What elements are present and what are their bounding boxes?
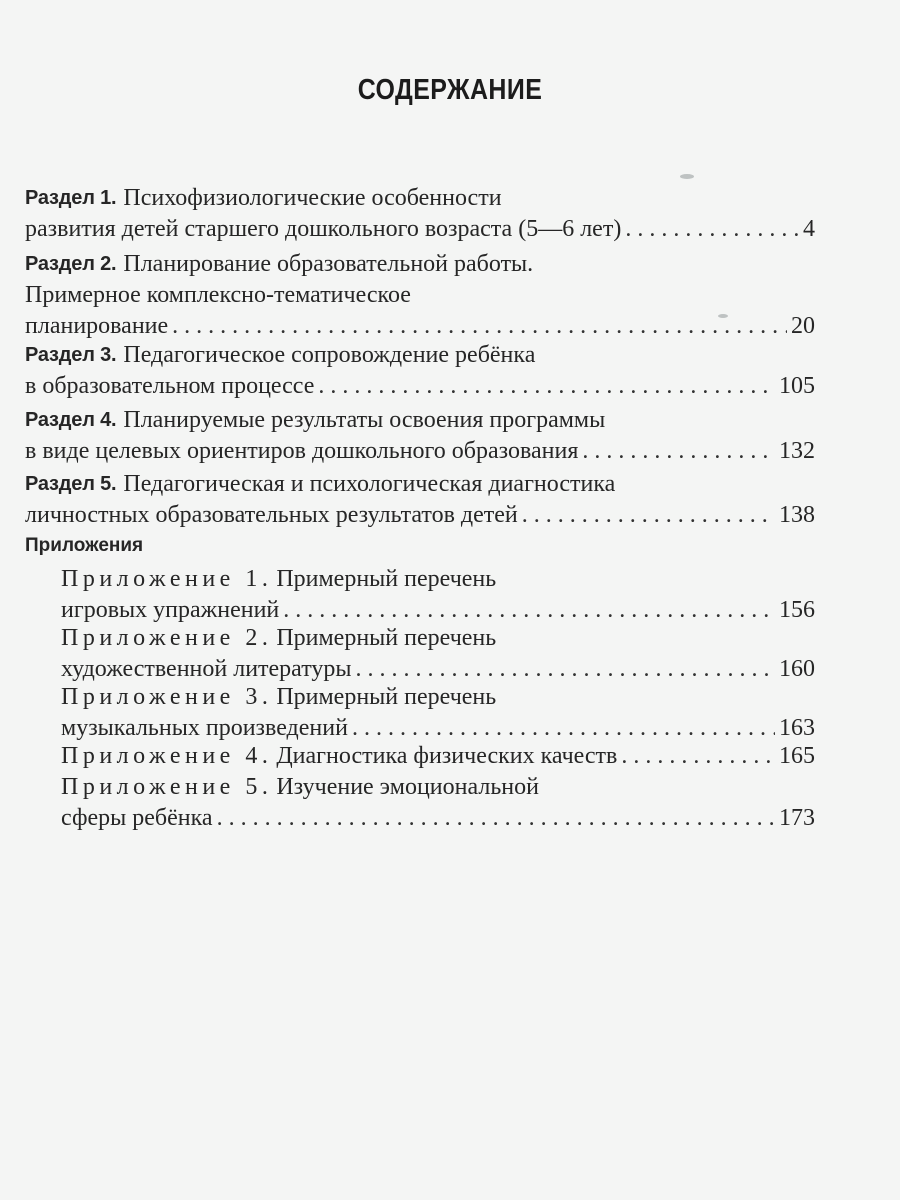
dot-leader xyxy=(318,371,775,402)
toc-entry-section-1 xyxy=(25,183,815,245)
page-number: 105 xyxy=(779,373,815,399)
section-label: Раздел 2. xyxy=(25,253,117,275)
toc-entry-appendix-3 xyxy=(61,682,815,744)
page-number: 4 xyxy=(803,216,815,242)
entry-title-line: музыкальных произведений xyxy=(61,715,348,741)
entry-title-line: Примерный перечень xyxy=(276,684,497,710)
entry-title-line: в виде целевых ориентиров дошкольного образования xyxy=(25,438,579,464)
entry-title-line: развития детей старшего дошкольного возраста (5—6 лет) xyxy=(25,216,622,242)
entry-title-line: Психофизиологические особенности xyxy=(123,185,502,211)
entry-title-line: Планируемые результаты освоения программы xyxy=(123,407,606,433)
page-number: 173 xyxy=(779,805,815,831)
dot-leader xyxy=(621,741,775,772)
page-number: 160 xyxy=(779,656,815,682)
page-number: 165 xyxy=(779,743,815,769)
toc-entry-appendix-1 xyxy=(61,564,815,626)
toc-entry-section-4 xyxy=(25,405,815,467)
section-label: Раздел 1. xyxy=(25,187,117,209)
entry-title-line: в образовательном процессе xyxy=(25,373,315,399)
entry-title-line: игровых упражнений xyxy=(61,597,280,623)
page-number: 163 xyxy=(779,715,815,741)
entry-title-line: Планирование образовательной работы. xyxy=(123,251,534,277)
dot-leader xyxy=(582,436,775,467)
entry-title-line: Педагогическое сопровождение ребёнка xyxy=(123,342,536,368)
entry-title-line: Примерный перечень xyxy=(276,566,497,592)
section-label: Раздел 4. xyxy=(25,409,117,431)
paper-smudge xyxy=(718,314,728,318)
toc-entry-section-3 xyxy=(25,340,815,402)
appendices-heading: Приложения xyxy=(25,535,144,556)
dot-leader xyxy=(172,311,787,342)
appendix-label: Приложение 5. xyxy=(61,774,273,800)
section-label: Раздел 3. xyxy=(25,344,117,366)
entry-title-line: планирование xyxy=(25,313,169,339)
appendix-label: Приложение 3. xyxy=(61,684,273,710)
appendix-label: Приложение 1. xyxy=(61,566,273,592)
dot-leader xyxy=(625,214,799,245)
paper-smudge xyxy=(680,174,694,179)
entry-title-line: Примерный перечень xyxy=(276,625,497,651)
dot-leader xyxy=(217,803,775,834)
appendix-label: Приложение 4. xyxy=(61,743,273,769)
entry-title-line: Диагностика физических качеств xyxy=(276,743,618,769)
dot-leader xyxy=(283,595,775,626)
page-title: СОДЕРЖАНИЕ xyxy=(357,74,543,106)
page-number: 138 xyxy=(779,502,815,528)
entry-title-line: художественной литературы xyxy=(61,656,352,682)
entry-title-line: Примерное комплексно-тематическое xyxy=(25,282,411,308)
dot-leader xyxy=(522,500,775,531)
toc-entry-appendix-2 xyxy=(61,623,815,685)
entry-title-line: Педагогическая и психологическая диагностика xyxy=(123,471,616,497)
page-number: 132 xyxy=(779,438,815,464)
toc-entry-section-2 xyxy=(25,249,815,342)
page-number: 156 xyxy=(779,597,815,623)
section-label: Раздел 5. xyxy=(25,473,117,495)
toc-entry-appendix-5 xyxy=(61,772,815,834)
page-number: 20 xyxy=(791,313,815,339)
toc-entry-appendix-4 xyxy=(61,741,815,772)
toc-entry-section-5 xyxy=(25,469,815,531)
appendix-label: Приложение 2. xyxy=(61,625,273,651)
entry-title-line: Изучение эмоциональной xyxy=(276,774,539,800)
dot-leader xyxy=(352,713,775,744)
dot-leader xyxy=(356,654,775,685)
entry-title-line: личностных образовательных результатов детей xyxy=(25,502,518,528)
entry-title-line: сферы ребёнка xyxy=(61,805,213,831)
